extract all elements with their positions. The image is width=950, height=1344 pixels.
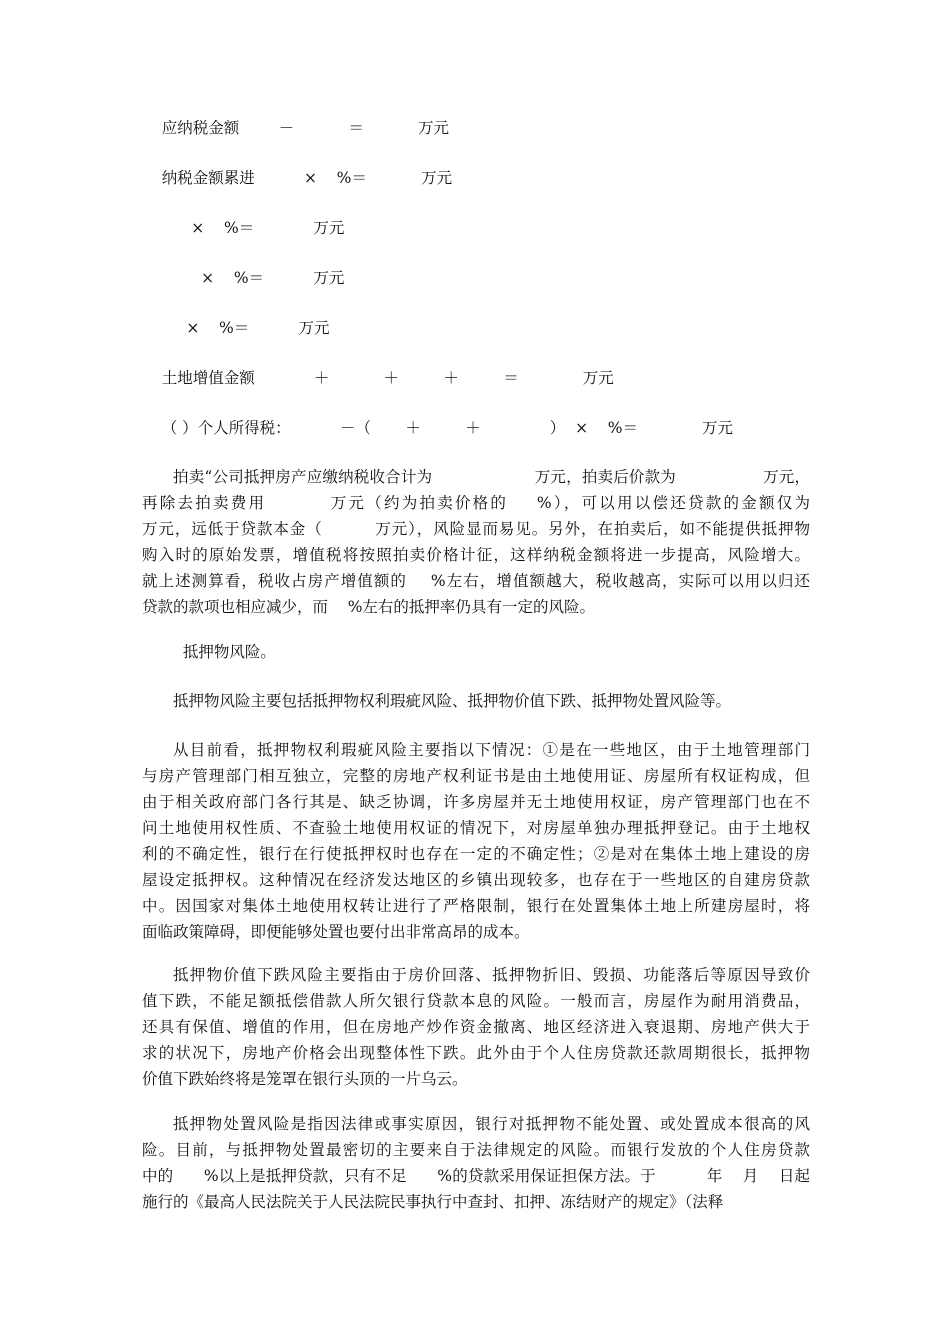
text-line: 就上述测算看，税收占房产增值额的 %左右，增值额越大，税收越高，实际可以用以归还 bbox=[142, 572, 810, 590]
text-line: 险。目前，与抵押物处置最密切的主要来自于法律规定的风险。而银行发放的个人住房贷款 bbox=[142, 1141, 810, 1159]
paragraph-collateral-risk-summary: 抵押物风险主要包括抵押物权利瑕疵风险、抵押物价值下跌、抵押物处置风险等。 bbox=[173, 692, 732, 710]
text-line: 抵押物处置风险是指因法律或事实原因，银行对抵押物不能处置、或处置成本很高的风 bbox=[173, 1115, 810, 1133]
text-line: 还具有保值、增值的作用，但在房地产炒作资金撤离、地区经济进入衰退期、房地产供大于 bbox=[142, 1018, 810, 1036]
paragraph-disposal-risk bbox=[142, 1111, 810, 1215]
formula-line-step-2: × %＝ 万元 bbox=[142, 269, 345, 287]
text-line: 问土地使用权性质、不查验土地使用权证的情况下，对房屋单独办理抵押登记。由于土地权 bbox=[142, 819, 810, 837]
text-line: 再除去拍卖费用 万元（约为拍卖价格的 %），可以用以偿还贷款的金额仅为 bbox=[142, 494, 810, 512]
formula-line-land-value-added: 土地增值金额 ＋ ＋ ＋ ＝ 万元 bbox=[142, 369, 614, 387]
text-line: 求的状况下，房地产价格会出现整体性下跌。此外由于个人住房贷款还款周期很长，抵押物 bbox=[142, 1044, 810, 1062]
section-heading-collateral-risk: 抵押物风险。 bbox=[173, 643, 276, 661]
text-line: 与房产管理部门相互独立，完整的房地产权利证书是由土地使用证、房屋所有权证构成，但 bbox=[142, 767, 810, 785]
paragraph-value-decline-risk bbox=[142, 962, 810, 1092]
text-line: 价值下跌始终将是笼罩在银行头顶的一片乌云。 bbox=[142, 1070, 468, 1088]
text-line: 面临政策障碍，即便能够处置也要付出非常高昂的成本。 bbox=[142, 923, 530, 941]
text-line: 值下跌，不能足额抵偿借款人所欠银行贷款本息的风险。一般而言，房屋作为耐用消费品， bbox=[142, 992, 810, 1010]
text-line: 中。因国家对集体土地使用权转让进行了严格限制，银行在处置集体土地上所建房屋时，将 bbox=[142, 897, 810, 915]
formula-line-step-3: × %＝ 万元 bbox=[142, 319, 330, 337]
text-line: 由于相关政府部门各行其是、缺乏协调，许多房屋并无土地使用权证，房产管理部门也在不 bbox=[142, 793, 810, 811]
formula-line-progressive: 纳税金额累进 × %＝ 万元 bbox=[142, 169, 453, 187]
text-line: 从目前看，抵押物权利瑕疵风险主要指以下情况：①是在一些地区，由于土地管理部门 bbox=[173, 741, 810, 759]
paragraph-auction bbox=[142, 464, 810, 620]
paragraph-title-defect-risk bbox=[142, 737, 810, 945]
text-line: 购入时的原始发票，增值税将按照拍卖价格计征，这样纳税金额将进一步提高，风险增大。 bbox=[142, 546, 810, 564]
text-line: 利的不确定性，银行在行使抵押权时也存在一定的不确定性；②是对在集体土地上建设的房 bbox=[142, 845, 810, 863]
text-line: 施行的《最高人民法院关于人民法院民事执行中查封、扣押、冻结财产的规定》（法释 bbox=[142, 1193, 724, 1211]
formula-line-tax-amount: 应纳税金额 － ＝ 万元 bbox=[142, 119, 450, 137]
text-line: 万元，远低于贷款本金（ 万元），风险显而易见。另外，在拍卖后，如不能提供抵押物 bbox=[142, 520, 810, 538]
text-line: 拍卖“公司抵押房产应缴纳税收合计为 万元，拍卖后价款为 万元， bbox=[173, 468, 810, 486]
text-line: 贷款的款项也相应减少，而 %左右的抵押率仍具有一定的风险。 bbox=[142, 598, 595, 616]
formula-line-income-tax: （ ）个人所得税： －（ ＋ ＋ ） × %＝ 万元 bbox=[142, 419, 734, 437]
text-line: 屋设定抵押权。这种情况在经济发达地区的乡镇出现较多，也存在于一些地区的自建房贷款 bbox=[142, 871, 810, 889]
text-line: 抵押物价值下跌风险主要指由于房价回落、抵押物折旧、毁损、功能落后等原因导致价 bbox=[173, 966, 810, 984]
formula-line-step-1: × %＝ 万元 bbox=[142, 219, 345, 237]
text-line: 中的 %以上是抵押贷款，只有不足 %的贷款采用保证担保方法。于 年 月 日起 bbox=[142, 1167, 810, 1185]
